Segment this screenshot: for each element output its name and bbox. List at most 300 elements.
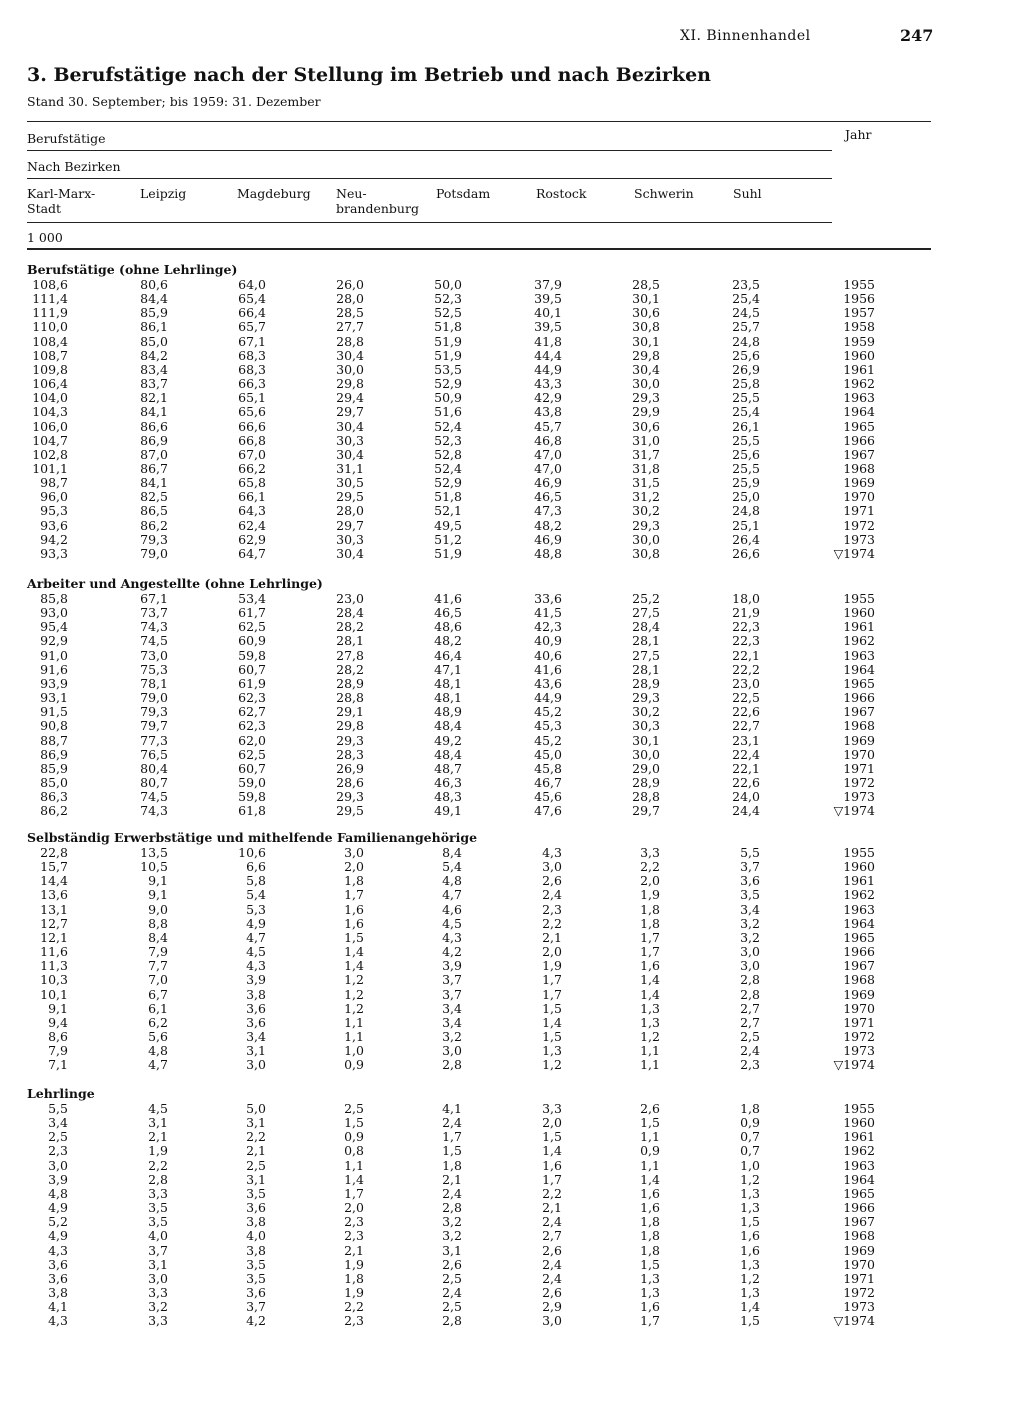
table-cell: 0,9 bbox=[740, 1115, 760, 1131]
table-cell: 45,2 bbox=[534, 704, 562, 720]
table-cell: 1,8 bbox=[640, 901, 660, 917]
table-cell: 30,3 bbox=[336, 432, 364, 448]
table-cell: 28,2 bbox=[336, 619, 364, 635]
table-row bbox=[0, 306, 1024, 320]
table-cell: 43,8 bbox=[534, 404, 562, 420]
table-row bbox=[0, 748, 1024, 762]
year-cell: 1970 bbox=[843, 1000, 875, 1016]
table-cell: 10,5 bbox=[140, 859, 168, 875]
year-cell: 1972 bbox=[843, 774, 875, 790]
table-cell: 48,4 bbox=[434, 746, 462, 762]
year-cell: 1966 bbox=[843, 690, 875, 706]
table-row bbox=[0, 519, 1024, 533]
table-cell: 4,3 bbox=[246, 958, 266, 974]
table-cell: 1,2 bbox=[542, 1057, 562, 1073]
table-cell: 66,3 bbox=[238, 376, 266, 392]
table-cell: 28,9 bbox=[632, 774, 660, 790]
table-cell: 93,0 bbox=[40, 605, 68, 621]
table-cell: 1,6 bbox=[542, 1157, 562, 1173]
table-cell: 94,2 bbox=[40, 531, 68, 547]
table-cell: 51,9 bbox=[434, 545, 462, 561]
table-cell: 3,9 bbox=[246, 972, 266, 988]
table-cell: 60,7 bbox=[238, 760, 266, 776]
table-cell: 47,0 bbox=[534, 460, 562, 476]
table-cell: 1,0 bbox=[344, 1043, 364, 1059]
table-cell: 2,3 bbox=[740, 1057, 760, 1073]
table-cell: 3,6 bbox=[48, 1256, 68, 1272]
table-cell: 40,9 bbox=[534, 633, 562, 649]
year-cell: 1963 bbox=[843, 647, 875, 663]
table-row bbox=[0, 762, 1024, 776]
table-cell: 25,6 bbox=[732, 347, 760, 363]
table-cell: 4,6 bbox=[442, 901, 462, 917]
table-cell: 5,8 bbox=[246, 873, 266, 889]
table-cell: 2,6 bbox=[542, 873, 562, 889]
table-cell: 3,0 bbox=[542, 1313, 562, 1329]
year-cell: 1965 bbox=[843, 418, 875, 434]
table-cell: 3,7 bbox=[246, 1299, 266, 1315]
table-cell: 30,5 bbox=[336, 475, 364, 491]
table-cell: 4,0 bbox=[148, 1228, 168, 1244]
table-cell: 40,1 bbox=[534, 305, 562, 321]
table-row bbox=[0, 945, 1024, 959]
table-cell: 12,1 bbox=[40, 929, 68, 945]
header-rule-top bbox=[27, 121, 931, 122]
table-cell: 24,8 bbox=[732, 333, 760, 349]
header-district-karl-marx-stadt: Karl-Marx- Stadt bbox=[27, 186, 96, 216]
table-cell: 1,3 bbox=[640, 1270, 660, 1286]
year-cell: 1960 bbox=[843, 347, 875, 363]
table-cell: 1,7 bbox=[344, 1185, 364, 1201]
table-cell: 7,9 bbox=[48, 1043, 68, 1059]
table-cell: 61,7 bbox=[238, 605, 266, 621]
table-cell: 2,2 bbox=[148, 1157, 168, 1173]
year-cell: 1955 bbox=[843, 591, 875, 606]
table-cell: 4,8 bbox=[442, 873, 462, 889]
table-cell: 30,8 bbox=[632, 319, 660, 335]
table-cell: 4,5 bbox=[442, 915, 462, 931]
table-cell: 9,1 bbox=[148, 887, 168, 903]
table-cell: 2,2 bbox=[246, 1129, 266, 1145]
year-cell: 1973 bbox=[843, 1043, 875, 1059]
page-number: 247 bbox=[900, 26, 934, 45]
table-cell: 3,3 bbox=[148, 1313, 168, 1329]
year-cell: 1956 bbox=[843, 291, 875, 307]
table-cell: 43,3 bbox=[534, 376, 562, 392]
table-cell: 4,9 bbox=[48, 1228, 68, 1244]
table-cell: 104,0 bbox=[32, 390, 68, 406]
table-cell: 1,1 bbox=[640, 1157, 660, 1173]
table-cell: 53,5 bbox=[434, 361, 462, 377]
year-cell: 1958 bbox=[843, 319, 875, 335]
table-cell: 3,7 bbox=[442, 986, 462, 1002]
table-cell: 84,1 bbox=[140, 475, 168, 491]
year-cell: 1964 bbox=[843, 1171, 875, 1187]
table-cell: 30,4 bbox=[336, 446, 364, 462]
table-row bbox=[0, 533, 1024, 547]
table-cell: 22,5 bbox=[732, 690, 760, 706]
table-cell: 91,6 bbox=[40, 661, 68, 677]
table-cell: 3,5 bbox=[246, 1185, 266, 1201]
table-row bbox=[0, 320, 1024, 334]
table-row bbox=[0, 705, 1024, 719]
table-cell: 45,7 bbox=[534, 418, 562, 434]
table-cell: 1,6 bbox=[740, 1242, 760, 1258]
table-cell: 1,2 bbox=[344, 986, 364, 1002]
table-cell: 4,5 bbox=[148, 1101, 168, 1116]
table-row bbox=[0, 391, 1024, 405]
table-row bbox=[0, 888, 1024, 902]
table-cell: 102,8 bbox=[32, 446, 68, 462]
table-cell: 30,8 bbox=[632, 545, 660, 561]
table-cell: 9,1 bbox=[48, 1000, 68, 1016]
table-row bbox=[0, 1130, 1024, 1144]
table-cell: 28,8 bbox=[336, 690, 364, 706]
table-cell: 1,5 bbox=[740, 1313, 760, 1329]
table-cell: 33,6 bbox=[534, 591, 562, 606]
table-cell: 4,3 bbox=[442, 929, 462, 945]
table-row bbox=[0, 677, 1024, 691]
table-cell: 0,9 bbox=[344, 1057, 364, 1073]
table-cell: 3,2 bbox=[148, 1299, 168, 1315]
table-cell: 2,1 bbox=[542, 1200, 562, 1216]
table-cell: 11,3 bbox=[40, 958, 68, 974]
table-cell: 3,2 bbox=[442, 1228, 462, 1244]
table-cell: 22,6 bbox=[732, 704, 760, 720]
table-cell: 29,4 bbox=[336, 390, 364, 406]
table-cell: 48,2 bbox=[534, 517, 562, 533]
table-cell: 24,8 bbox=[732, 503, 760, 519]
header-unit: 1 000 bbox=[27, 230, 63, 245]
table-cell: 3,0 bbox=[48, 1157, 68, 1173]
table-cell: 85,0 bbox=[140, 333, 168, 349]
year-cell: 1955 bbox=[843, 845, 875, 860]
table-cell: 2,3 bbox=[48, 1143, 68, 1159]
table-cell: 26,9 bbox=[336, 760, 364, 776]
table-cell: 27,8 bbox=[336, 647, 364, 663]
table-cell: 23,0 bbox=[732, 675, 760, 691]
table-cell: 1,9 bbox=[148, 1143, 168, 1159]
table-cell: 110,0 bbox=[32, 319, 68, 335]
table-row bbox=[0, 917, 1024, 931]
year-cell: 1970 bbox=[843, 746, 875, 762]
table-cell: 48,1 bbox=[434, 675, 462, 691]
table-cell: 22,3 bbox=[732, 619, 760, 635]
table-cell: 2,5 bbox=[48, 1129, 68, 1145]
table-cell: 1,4 bbox=[640, 1171, 660, 1187]
table-cell: 1,2 bbox=[344, 972, 364, 988]
table-cell: 22,6 bbox=[732, 774, 760, 790]
table-cell: 1,1 bbox=[344, 1157, 364, 1173]
table-cell: 92,9 bbox=[40, 633, 68, 649]
table-cell: 2,4 bbox=[542, 1214, 562, 1230]
table-cell: 42,3 bbox=[534, 619, 562, 635]
table-cell: 3,0 bbox=[740, 958, 760, 974]
table-cell: 1,2 bbox=[344, 1000, 364, 1016]
table-cell: 1,0 bbox=[740, 1157, 760, 1173]
table-row bbox=[0, 790, 1024, 804]
table-cell: 4,1 bbox=[48, 1299, 68, 1315]
table-cell: 1,4 bbox=[344, 1171, 364, 1187]
table-cell: 3,0 bbox=[740, 944, 760, 960]
table-cell: 28,4 bbox=[632, 619, 660, 635]
table-row bbox=[0, 1258, 1024, 1272]
table-cell: 1,3 bbox=[740, 1200, 760, 1216]
table-cell: 1,4 bbox=[542, 1014, 562, 1030]
year-cell: ▽1974 bbox=[833, 803, 875, 819]
table-cell: 47,0 bbox=[534, 446, 562, 462]
table-cell: 2,1 bbox=[442, 1171, 462, 1187]
table-cell: 30,4 bbox=[336, 347, 364, 363]
table-cell: 7,9 bbox=[148, 944, 168, 960]
table-cell: 2,4 bbox=[442, 1115, 462, 1131]
table-cell: 46,9 bbox=[534, 531, 562, 547]
table-cell: 2,0 bbox=[542, 1115, 562, 1131]
table-cell: 27,5 bbox=[632, 605, 660, 621]
table-cell: 3,2 bbox=[442, 1214, 462, 1230]
table-cell: 28,1 bbox=[632, 633, 660, 649]
table-cell: 1,8 bbox=[640, 1214, 660, 1230]
table-cell: 1,3 bbox=[640, 1014, 660, 1030]
table-cell: 3,1 bbox=[148, 1256, 168, 1272]
table-cell: 23,1 bbox=[732, 732, 760, 748]
table-row bbox=[0, 663, 1024, 677]
table-cell: 31,2 bbox=[632, 489, 660, 505]
table-cell: 2,4 bbox=[542, 887, 562, 903]
table-cell: 3,5 bbox=[148, 1200, 168, 1216]
table-cell: 3,7 bbox=[740, 859, 760, 875]
table-cell: 1,7 bbox=[542, 972, 562, 988]
table-cell: 1,7 bbox=[442, 1129, 462, 1145]
table-cell: 1,3 bbox=[542, 1043, 562, 1059]
table-cell: 111,9 bbox=[32, 305, 68, 321]
table-cell: 14,4 bbox=[40, 873, 68, 889]
table-cell: 44,9 bbox=[534, 690, 562, 706]
table-cell: 5,0 bbox=[246, 1101, 266, 1116]
table-cell: 41,8 bbox=[534, 333, 562, 349]
table-cell: 1,8 bbox=[344, 1270, 364, 1286]
table-cell: 0,7 bbox=[740, 1129, 760, 1145]
table-cell: 10,6 bbox=[238, 845, 266, 860]
year-cell: 1968 bbox=[843, 972, 875, 988]
table-cell: 44,9 bbox=[534, 361, 562, 377]
table-cell: 3,6 bbox=[246, 1284, 266, 1300]
table-cell: 3,0 bbox=[246, 1057, 266, 1073]
table-cell: 78,1 bbox=[140, 675, 168, 691]
table-cell: 25,5 bbox=[732, 432, 760, 448]
table-cell: 1,5 bbox=[740, 1214, 760, 1230]
year-cell: 1962 bbox=[843, 633, 875, 649]
table-cell: 1,8 bbox=[640, 1228, 660, 1244]
table-cell: 44,4 bbox=[534, 347, 562, 363]
table-cell: 29,5 bbox=[336, 803, 364, 819]
table-cell: 41,5 bbox=[534, 605, 562, 621]
header-rule-2 bbox=[27, 150, 832, 151]
table-cell: 30,2 bbox=[632, 704, 660, 720]
table-cell: 3,5 bbox=[740, 887, 760, 903]
table-cell: 104,3 bbox=[32, 404, 68, 420]
table-cell: 4,2 bbox=[246, 1313, 266, 1329]
table-cell: 66,6 bbox=[238, 418, 266, 434]
table-cell: 29,9 bbox=[632, 404, 660, 420]
table-cell: 1,6 bbox=[640, 1200, 660, 1216]
table-cell: 28,0 bbox=[336, 291, 364, 307]
table-cell: 31,1 bbox=[336, 460, 364, 476]
table-row bbox=[0, 1314, 1024, 1328]
table-cell: 3,1 bbox=[246, 1171, 266, 1187]
table-cell: 30,4 bbox=[336, 545, 364, 561]
table-cell: 29,0 bbox=[632, 760, 660, 776]
year-cell: 1961 bbox=[843, 1129, 875, 1145]
table-cell: 67,1 bbox=[238, 333, 266, 349]
table-cell: 5,4 bbox=[246, 887, 266, 903]
year-cell: 1971 bbox=[843, 760, 875, 776]
table-cell: 1,1 bbox=[640, 1057, 660, 1073]
table-cell: 25,6 bbox=[732, 446, 760, 462]
table-cell: 67,0 bbox=[238, 446, 266, 462]
table-row bbox=[0, 476, 1024, 490]
year-cell: 1968 bbox=[843, 718, 875, 734]
table-cell: 64,0 bbox=[238, 277, 266, 292]
table-cell: 47,1 bbox=[434, 661, 462, 677]
table-cell: 1,8 bbox=[740, 1101, 760, 1116]
table-cell: 3,6 bbox=[246, 1014, 266, 1030]
table-row bbox=[0, 349, 1024, 363]
table-row bbox=[0, 363, 1024, 377]
table-cell: 3,1 bbox=[442, 1242, 462, 1258]
table-cell: 9,4 bbox=[48, 1014, 68, 1030]
table-cell: 3,5 bbox=[246, 1256, 266, 1272]
table-cell: 2,4 bbox=[740, 1043, 760, 1059]
year-cell: 1965 bbox=[843, 929, 875, 945]
year-cell: 1959 bbox=[843, 333, 875, 349]
table-cell: 4,9 bbox=[246, 915, 266, 931]
table-cell: 66,8 bbox=[238, 432, 266, 448]
table-cell: 2,5 bbox=[442, 1270, 462, 1286]
year-cell: 1969 bbox=[843, 475, 875, 491]
table-cell: 3,4 bbox=[740, 901, 760, 917]
table-cell: 5,4 bbox=[442, 859, 462, 875]
section-title: Selbständig Erwerbstätige und mithelfende Familienangehörige bbox=[27, 830, 478, 845]
table-cell: 3,8 bbox=[48, 1284, 68, 1300]
table-cell: 1,1 bbox=[344, 1028, 364, 1044]
year-cell: 1973 bbox=[843, 1299, 875, 1315]
table-cell: 3,3 bbox=[148, 1185, 168, 1201]
table-row bbox=[0, 903, 1024, 917]
table-row bbox=[0, 1201, 1024, 1215]
table-cell: 83,4 bbox=[140, 361, 168, 377]
year-cell: 1971 bbox=[843, 503, 875, 519]
table-cell: 1,2 bbox=[640, 1028, 660, 1044]
table-cell: 2,1 bbox=[542, 929, 562, 945]
table-cell: 31,7 bbox=[632, 446, 660, 462]
table-cell: 6,6 bbox=[246, 859, 266, 875]
running-head: XI. Binnenhandel bbox=[680, 28, 811, 44]
table-cell: 26,6 bbox=[732, 545, 760, 561]
table-cell: 28,3 bbox=[336, 746, 364, 762]
header-district-potsdam: Potsdam bbox=[436, 186, 491, 201]
table-cell: 45,0 bbox=[534, 746, 562, 762]
table-cell: 5,5 bbox=[48, 1101, 68, 1116]
table-cell: 30,0 bbox=[336, 361, 364, 377]
table-row bbox=[0, 405, 1024, 419]
table-cell: 64,7 bbox=[238, 545, 266, 561]
year-cell: 1967 bbox=[843, 704, 875, 720]
table-cell: 1,1 bbox=[640, 1129, 660, 1145]
year-cell: 1967 bbox=[843, 958, 875, 974]
table-cell: 30,3 bbox=[632, 718, 660, 734]
table-cell: 48,9 bbox=[434, 704, 462, 720]
year-cell: 1966 bbox=[843, 432, 875, 448]
table-cell: 1,4 bbox=[640, 986, 660, 1002]
table-cell: 52,4 bbox=[434, 418, 462, 434]
table-cell: 48,8 bbox=[534, 545, 562, 561]
table-cell: 30,0 bbox=[632, 746, 660, 762]
table-cell: 46,5 bbox=[534, 489, 562, 505]
table-row bbox=[0, 804, 1024, 818]
table-cell: 48,1 bbox=[434, 690, 462, 706]
table-cell: 1,3 bbox=[740, 1185, 760, 1201]
table-cell: 6,7 bbox=[148, 986, 168, 1002]
table-cell: 85,0 bbox=[40, 774, 68, 790]
table-cell: 2,9 bbox=[542, 1299, 562, 1315]
table-cell: 28,2 bbox=[336, 661, 364, 677]
table-cell: 24,5 bbox=[732, 305, 760, 321]
table-row bbox=[0, 1002, 1024, 1016]
table-cell: 59,8 bbox=[238, 789, 266, 805]
table-row bbox=[0, 846, 1024, 860]
table-cell: 2,1 bbox=[246, 1143, 266, 1159]
table-cell: 22,8 bbox=[40, 845, 68, 860]
table-cell: 90,8 bbox=[40, 718, 68, 734]
table-cell: 18,0 bbox=[732, 591, 760, 606]
table-cell: 2,6 bbox=[640, 1101, 660, 1116]
table-cell: 1,8 bbox=[640, 915, 660, 931]
table-cell: 59,0 bbox=[238, 774, 266, 790]
table-cell: 29,3 bbox=[632, 517, 660, 533]
table-cell: 93,9 bbox=[40, 675, 68, 691]
table-cell: 22,2 bbox=[732, 661, 760, 677]
table-cell: 0,8 bbox=[344, 1143, 364, 1159]
table-cell: 28,4 bbox=[336, 605, 364, 621]
table-cell: 48,2 bbox=[434, 633, 462, 649]
table-cell: 1,8 bbox=[640, 1242, 660, 1258]
table-cell: 2,2 bbox=[542, 1185, 562, 1201]
table-row bbox=[0, 1187, 1024, 1201]
table-cell: 3,7 bbox=[148, 1242, 168, 1258]
table-cell: 25,8 bbox=[732, 376, 760, 392]
table-cell: 1,5 bbox=[542, 1028, 562, 1044]
table-cell: 25,5 bbox=[732, 460, 760, 476]
table-cell: 39,5 bbox=[534, 319, 562, 335]
table-cell: 2,1 bbox=[344, 1242, 364, 1258]
table-cell: 29,7 bbox=[336, 517, 364, 533]
table-cell: 29,8 bbox=[632, 347, 660, 363]
table-row bbox=[0, 931, 1024, 945]
table-cell: 4,3 bbox=[48, 1313, 68, 1329]
table-cell: 65,7 bbox=[238, 319, 266, 335]
table-row bbox=[0, 649, 1024, 663]
table-cell: 30,1 bbox=[632, 291, 660, 307]
table-cell: 2,3 bbox=[344, 1313, 364, 1329]
table-cell: 2,3 bbox=[344, 1214, 364, 1230]
table-cell: 2,4 bbox=[542, 1256, 562, 1272]
table-cell: 28,9 bbox=[632, 675, 660, 691]
table-cell: 86,5 bbox=[140, 503, 168, 519]
table-cell: 50,9 bbox=[434, 390, 462, 406]
table-row bbox=[0, 1159, 1024, 1173]
table-cell: 1,5 bbox=[344, 929, 364, 945]
